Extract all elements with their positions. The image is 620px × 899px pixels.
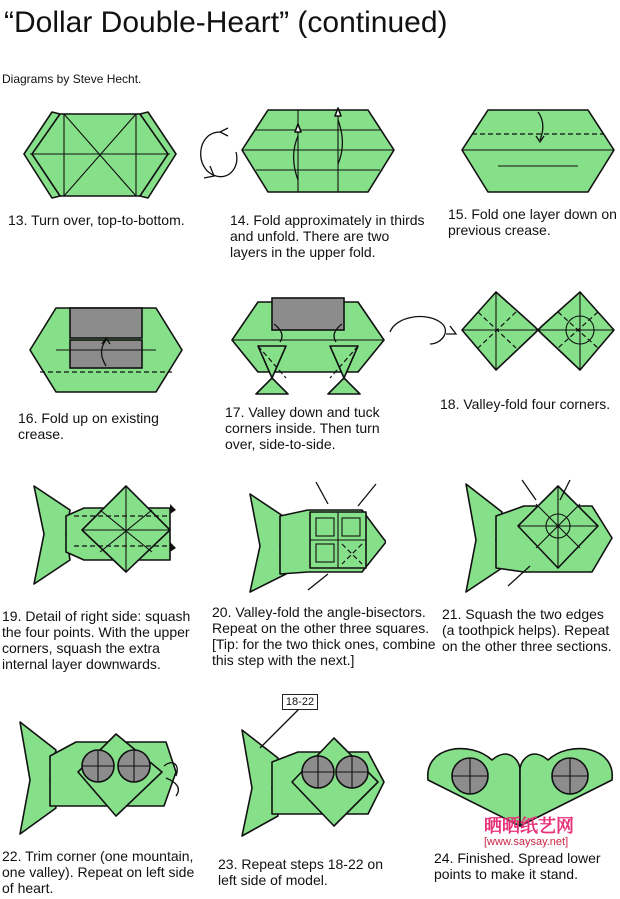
step-13-caption: 13. Turn over, top-to-bottom. [8,212,185,228]
step-22-caption: 22. Trim corner (one mountain, one valley). Repeat on left side of heart. [2,848,195,896]
step-15-caption: 15. Fold one layer down on previous crease. [448,206,617,238]
watermark-logo: 晒晒纸艺网 [484,816,574,836]
step-19-diagram [30,480,190,590]
turn-over-arrow-icon [386,312,460,352]
step-17-diagram [228,294,388,398]
step-20-caption: 20. Valley-fold the angle-bisectors. Repeat on the other three squares. [Tip: for the two thick ones, combine this step with the next.] [212,604,436,668]
step-16-caption: 16. Fold up on existing crease. [18,410,159,442]
step-23-caption: 23. Repeat steps 18-22 on left side of model. [218,856,384,888]
step-18-diagram [458,286,618,376]
step-20-diagram [246,476,386,596]
step-17-caption: 17. Valley down and tuck corners inside. Then turn over, side-to-side. [225,404,380,452]
step-19-caption: 19. Detail of right side: squash the four points. With the upper corners, squash the extra internal layer downwards. [2,608,191,672]
step-14-caption: 14. Fold approximately in thirds and unfold. There are two layers in the upper fold. [230,212,425,260]
page-title: “Dollar Double-Heart” (continued) [4,6,448,39]
step-21-diagram [462,476,618,596]
step-24-caption: 24. Finished. Spread lower points to make it stand. [434,850,601,882]
watermark-url: [www.saysay.net] [484,836,569,848]
step-21-caption: 21. Squash the two edges (a toothpick helps). Repeat on the other three sections. [442,606,612,654]
step-23-pointer-arrow [256,706,306,752]
step-22-diagram [16,716,186,836]
turn-over-arrow-icon [190,126,244,186]
step-14-diagram [238,106,398,198]
step-13-diagram [20,106,180,206]
credit-line: Diagrams by Steve Hecht. [2,72,142,86]
step-16-diagram [26,300,186,400]
step-15-diagram [458,106,618,198]
step-23-tag: 18-22 [282,694,318,710]
step-18-caption: 18. Valley-fold four corners. [440,396,611,412]
